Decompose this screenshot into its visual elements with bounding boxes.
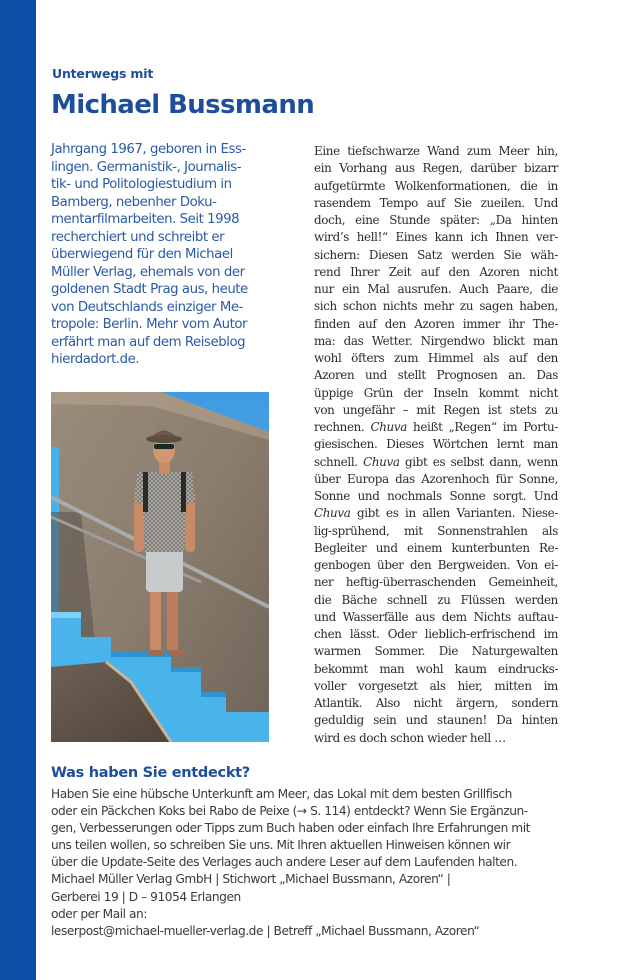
bio-line: Jahrgang 1967, geboren in Ess- bbox=[51, 142, 246, 157]
story-line: wird’s hell!“ Eines kann ich Ihnen ver- bbox=[314, 230, 558, 245]
story-text: schnell. bbox=[314, 454, 364, 469]
story-line: chen lässt. Oder lieblich-erfrischend im bbox=[314, 627, 558, 641]
bio-line: Müller Verlag, ehemals von der bbox=[51, 264, 245, 280]
story-text: heißt „Regen“ im Portu- bbox=[406, 420, 558, 434]
story-text: gibt es selbst dann, wenn bbox=[399, 454, 558, 469]
bio-line: überwiegend für den Michael bbox=[51, 247, 233, 262]
story-line: die Bäche schnell zu Flüssen werden bbox=[314, 592, 558, 607]
story-line: geduldig sein und staunen! Da hinten bbox=[314, 713, 558, 728]
story-line: ner heftig-überraschenden Gemeinheit, bbox=[314, 575, 558, 590]
story-line: ein Vorhang aus Regen, darüber bizarr bbox=[314, 161, 558, 176]
story-line bbox=[314, 419, 558, 436]
bio-line: Bamberg, nebenher Doku- bbox=[51, 194, 217, 210]
story-line: von ungefähr – mit Regen ist stets zu bbox=[314, 402, 558, 417]
bio-line: mentarfilmarbeiten. Seit 1998 bbox=[51, 212, 240, 227]
story-line: ma: das Wetter. Nirgendwo blickt man bbox=[314, 333, 558, 348]
story-line-last: wird es doch schon wieder hell … bbox=[314, 730, 506, 745]
mail-intro-line: oder per Mail an: bbox=[51, 906, 147, 921]
email-line bbox=[51, 923, 571, 940]
story-line: Eine tiefschwarze Wand zum Meer hin, bbox=[314, 144, 558, 158]
story-emphasis: Chuva bbox=[314, 506, 351, 521]
feedback-heading: Was haben Sie entdeckt? bbox=[51, 765, 250, 781]
story-emphasis: Chuva bbox=[363, 454, 400, 469]
feedback-line: über die Update-Seite des Verlages auch andere Leser auf dem Laufenden halten. bbox=[51, 855, 518, 870]
bio-line: tik- und Politologiestudium in bbox=[51, 177, 232, 192]
bio-line: tropole: Berlin. Mehr vom Autor bbox=[51, 317, 248, 332]
accent-side-bar bbox=[0, 0, 36, 980]
story-line: sich schon nichts mehr zu sagen haben, bbox=[314, 299, 558, 314]
story-line: wohl öfters zum Himmel als auf den bbox=[314, 351, 558, 365]
author-name-title: Michael Bussmann bbox=[51, 90, 315, 120]
bio-line: lingen. Germanistik-, Journalis- bbox=[51, 159, 242, 175]
publisher-address-line: Michael Müller Verlag GmbH | Stichwort „Michael Bussmann, Azoren“ | bbox=[51, 872, 451, 887]
story-text: gibt es in allen Varianten. Niese- bbox=[350, 506, 558, 521]
story-line: rasendem Tempo auf Sie zueilen. Und bbox=[314, 195, 558, 210]
author-bio bbox=[51, 141, 283, 369]
story-line: doch, eine Stunde später: „Da hinten bbox=[314, 213, 558, 227]
bio-line: goldenen Stadt Prag aus, heute bbox=[51, 282, 248, 297]
story-line: Begleiter und einem kunterbunten Re- bbox=[314, 540, 558, 555]
story-line: genbogen über den Bergweiden. Von ei- bbox=[314, 558, 558, 572]
story-line: giesischen. Dieses Wörtchen lernt man bbox=[314, 437, 558, 452]
story-line: über Europa das Azorenhoch für Sonne, bbox=[314, 471, 558, 486]
kicker-label: Unterwegs mit bbox=[52, 66, 154, 81]
feedback-text bbox=[51, 786, 571, 940]
story-line: finden auf den Azoren immer ihr The- bbox=[314, 316, 558, 331]
story-line: aufgetürmte Wolkenformationen, die in bbox=[314, 178, 558, 193]
author-photo bbox=[51, 392, 269, 742]
feedback-line: oder ein Päckchen Koks bei Rabo de Peixe (→ S. 114) entdeckt? Wenn Sie Ergänzun- bbox=[51, 804, 528, 819]
story-line: voller vorgesetzt als hier, mitten im bbox=[314, 678, 558, 693]
story-emphasis: Chuva bbox=[370, 420, 407, 434]
story-line: nur ein Mal ausrufen. Auch Paare, die bbox=[314, 282, 558, 296]
story-text: rechnen. bbox=[314, 420, 371, 434]
story-line: sichern: Diesen Satz werden Sie wäh- bbox=[314, 247, 558, 262]
feedback-line: gen, Verbesserungen oder Tipps zum Buch haben oder einfach Ihre Erfahrungen mit bbox=[51, 821, 530, 836]
story-line: lig-sprühend, mit Sonnenstrahlen als bbox=[314, 523, 558, 538]
story-line: bekommt man wohl kaum eindrucks- bbox=[314, 661, 558, 676]
email-subject: | Betreff „Michael Bussmann, Azoren“ bbox=[263, 923, 480, 938]
bio-line: von Deutschlands einziger Me- bbox=[51, 299, 243, 315]
email-address-link[interactable]: leserpost@michael-mueller-verlag.de bbox=[51, 923, 264, 938]
author-photo-illustration bbox=[51, 392, 269, 742]
bio-line: erfährt man auf dem Reiseblog bbox=[51, 334, 246, 350]
feedback-line: uns teilen wollen, so schreiben Sie uns. Mit Ihren aktuellen Hinweisen können wir bbox=[51, 838, 511, 853]
story-line: rend Ihrer Zeit auf den Azoren nicht bbox=[314, 264, 558, 279]
publisher-address-line: Gerberei 19 | D – 91054 Erlangen bbox=[51, 889, 241, 904]
story-line: Atlantik. Also nicht ärgern, sondern bbox=[314, 696, 558, 710]
story-line: Azoren und stellt Prognosen an. Das bbox=[314, 368, 558, 383]
story-line: und Wasserfälle aus dem Nichts auftau- bbox=[314, 609, 558, 624]
story-line bbox=[314, 454, 558, 471]
intro-story bbox=[314, 143, 558, 747]
story-line: warmen Sommer. Die Naturgewalten bbox=[314, 644, 558, 659]
bio-line: recherchiert und schreibt er bbox=[51, 229, 225, 245]
story-line bbox=[314, 505, 558, 522]
story-line: üppige Grün der Inseln kommt nicht bbox=[314, 385, 558, 400]
bio-line-blog-link: hierdadort.de. bbox=[51, 352, 140, 367]
story-line: Sonne und nochmals Sonne sorgt. Und bbox=[314, 489, 558, 503]
feedback-line: Haben Sie eine hübsche Unterkunft am Meer, das Lokal mit dem besten Grillfisch bbox=[51, 787, 512, 801]
